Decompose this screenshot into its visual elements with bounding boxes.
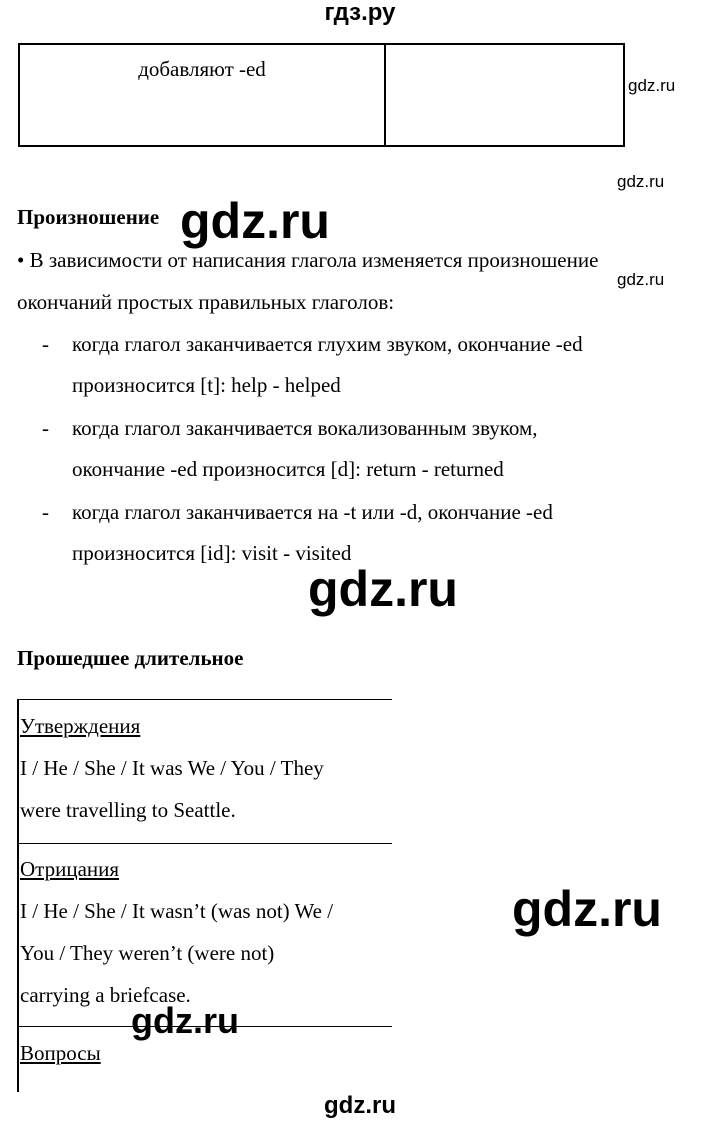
watermark-big: gdz.ru bbox=[308, 561, 458, 617]
negative-line: carrying a briefcase. bbox=[20, 983, 191, 1007]
affirmative-title: Утверждения bbox=[20, 714, 141, 738]
watermark-big: gdz.ru bbox=[512, 881, 662, 937]
list-item: когда глагол заканчивается на -t или -d, окончание -ed bbox=[72, 500, 553, 524]
list-item: произносится [t]: help - helped bbox=[72, 373, 341, 397]
table-left-border bbox=[17, 699, 19, 1092]
watermark-big: gdz.ru bbox=[131, 1000, 239, 1041]
negative-line: I / He / She / It wasn’t (was not) We / bbox=[20, 899, 334, 923]
past-continuous-heading: Прошедшее длительное bbox=[17, 646, 244, 670]
list-bullet: - bbox=[42, 332, 49, 356]
list-item: окончание -ed произносится [d]: return - returned bbox=[72, 457, 504, 481]
negative-title: Отрицания bbox=[20, 857, 120, 881]
list-bullet: - bbox=[42, 500, 49, 524]
watermark-small: gdz.ru bbox=[628, 76, 676, 95]
divider bbox=[17, 699, 392, 700]
table-cell-rule: добавляют -ed bbox=[19, 44, 385, 146]
list-item: когда глагол заканчивается вокализованным звуком, bbox=[72, 416, 538, 440]
pronunciation-heading: Произношение bbox=[17, 205, 160, 229]
watermark-small: gdz.ru bbox=[617, 270, 665, 289]
list-item: когда глагол заканчивается глухим звуком, окончание -ed bbox=[72, 332, 583, 356]
top-table bbox=[18, 43, 625, 147]
site-footer: gdz.ru bbox=[324, 1092, 396, 1119]
pronunciation-intro: • В зависимости от написания глагола изменяется произношение bbox=[17, 248, 599, 272]
pronunciation-intro: окончаний простых правильных глаголов: bbox=[17, 290, 395, 314]
affirmative-line: were travelling to Seattle. bbox=[20, 798, 236, 822]
watermark-big: gdz.ru bbox=[180, 193, 330, 249]
watermark-small: gdz.ru bbox=[617, 172, 665, 191]
questions-title: Вопросы bbox=[20, 1041, 101, 1065]
table-cell-empty bbox=[385, 44, 624, 146]
negative-line: You / They weren’t (were not) bbox=[20, 941, 275, 965]
site-header: гдз.ру bbox=[324, 0, 396, 26]
list-bullet: - bbox=[42, 416, 49, 440]
list-item: произносится [id]: visit - visited bbox=[72, 541, 352, 565]
affirmative-line: I / He / She / It was We / You / They bbox=[20, 756, 324, 780]
divider bbox=[17, 1026, 392, 1027]
divider bbox=[17, 843, 392, 844]
